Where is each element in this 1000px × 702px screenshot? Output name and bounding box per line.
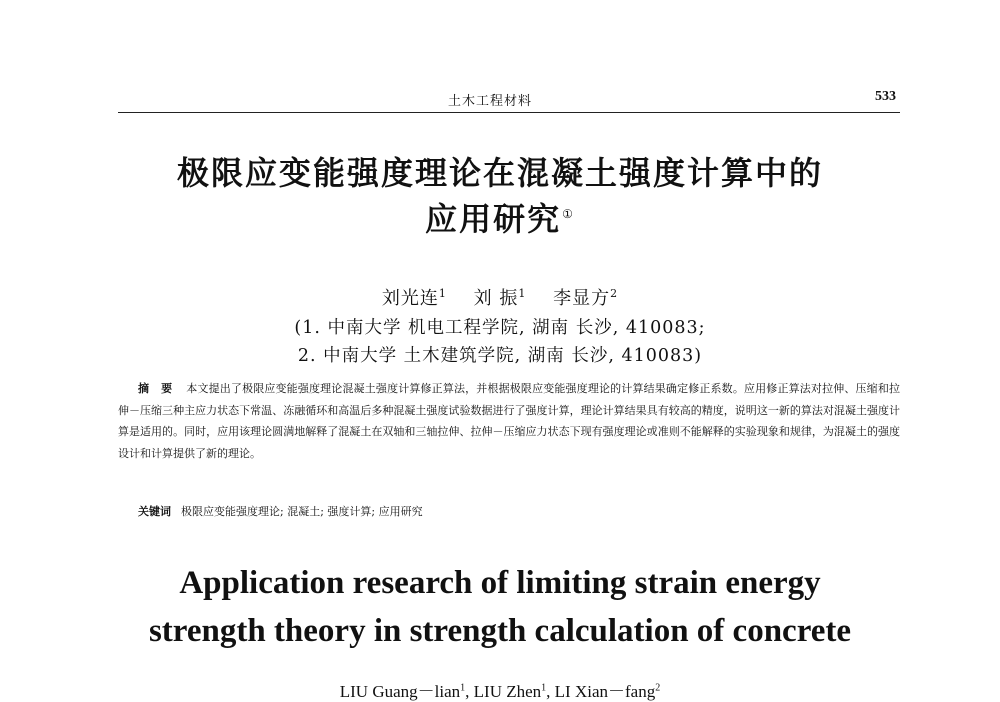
author-affiliation-mark: 1 bbox=[541, 682, 547, 694]
abstract bbox=[118, 378, 900, 464]
author-name: LIU Guang－lian bbox=[339, 682, 461, 701]
chinese-title-line-2 bbox=[0, 194, 1000, 240]
keywords-label: 关键词 bbox=[138, 505, 171, 518]
chinese-author-list bbox=[0, 284, 1000, 310]
author-en bbox=[474, 682, 547, 701]
abstract-label: 摘 要 bbox=[138, 382, 177, 395]
page-number: 533 bbox=[875, 89, 896, 104]
author-name: 刘 振 bbox=[473, 288, 519, 309]
author-name: 李显方 bbox=[553, 288, 611, 309]
author-affiliation-mark: 1 bbox=[460, 682, 466, 694]
author-cn bbox=[382, 288, 447, 309]
author-affiliation-mark: 1 bbox=[518, 287, 527, 300]
affiliation-line-1: (1. 中南大学 机电工程学院, 湖南 长沙, 410083; bbox=[294, 318, 706, 338]
english-title-line-1: Application research of limiting strain energy bbox=[179, 565, 821, 601]
author-cn bbox=[553, 288, 618, 309]
running-header bbox=[118, 86, 900, 113]
english-author-list: LIU Guang－lian$^1$, LIU Zhen$^1$, LI Xian－fang$^2$ bbox=[339, 682, 661, 701]
footnote-mark: ① bbox=[562, 207, 575, 222]
author-en bbox=[555, 682, 661, 701]
author-affiliation-mark: 2 bbox=[655, 682, 661, 694]
author-en bbox=[340, 682, 465, 701]
author-affiliation-mark: 2 bbox=[610, 287, 619, 300]
keywords bbox=[138, 503, 423, 519]
keywords-text: 极限应变能强度理论; 混凝土; 强度计算; 应用研究 bbox=[181, 505, 423, 518]
author-name: LIU Zhen bbox=[473, 682, 542, 701]
abstract-text: 本文提出了极限应变能强度理论混凝土强度计算修正算法，并根据极限应变能强度理论的计算结果确定修正系数。应用修正算法对拉伸、压缩和拉伸－压缩三种主应力状态下常温、冻融循环和高温后多种混凝土强度试验数据进行了强度计算，理论计算结果具有较高的精度，说明这一新的算法对混凝土强度计算是适用的。同时，应用该理论圆满地解释了混凝土在双轴和三轴拉伸、拉伸－压缩应力状态下现有强度理论或准则不能解释的实验现象和规律，为混凝土的强度设计和计算提供了新的理论。 bbox=[118, 382, 900, 460]
chinese-title-line-1: 极限应变能强度理论在混凝土强度计算中的 bbox=[176, 154, 823, 192]
author-cn bbox=[474, 288, 527, 309]
affiliation-line-2: 2. 中南大学 土木建筑学院, 湖南 长沙, 410083) bbox=[297, 346, 703, 366]
author-name: LI Xian－fang bbox=[554, 682, 656, 701]
english-title-line-2: strength theory in strength calculation of concrete bbox=[148, 613, 852, 649]
journal-section-title: 土木工程材料 bbox=[448, 94, 533, 109]
author-affiliation-mark: 1 bbox=[438, 287, 447, 300]
author-name: 刘光连 bbox=[381, 288, 439, 309]
chinese-title-line-2-text: 应用研究 bbox=[425, 200, 562, 238]
